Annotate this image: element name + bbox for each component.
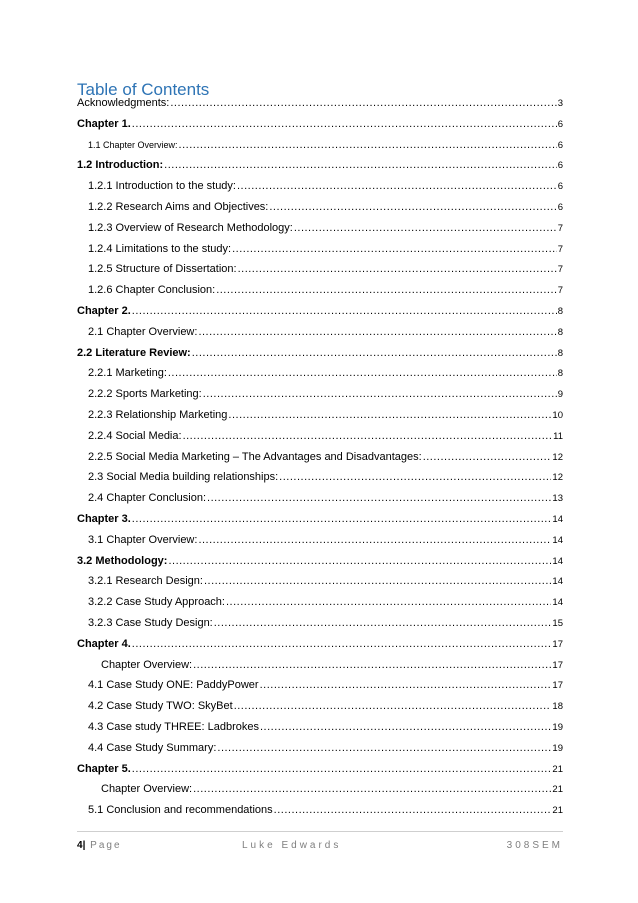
toc-entry[interactable] [77,256,563,277]
toc-entry[interactable] [77,131,563,152]
toc-leader-dots [132,638,552,651]
toc-entry-page: 14 [552,576,563,588]
toc-entry-label: Chapter 2. [77,304,131,317]
toc-entry[interactable] [77,630,563,651]
toc-entry-page: 14 [552,597,563,609]
toc-entry-page: 6 [557,201,563,213]
toc-leader-dots [192,347,557,360]
toc-leader-dots [260,679,552,692]
toc-entry[interactable] [77,422,563,443]
toc-entry-label: 2.2.4 Social Media: [88,429,182,442]
toc-entry-label: 1.2 Introduction: [77,159,164,172]
toc-entry-label: 2.3 Social Media building relationships: [88,471,279,484]
toc-entry-label: 1.2.2 Research Aims and Objectives: [88,200,269,213]
toc-entry[interactable] [77,776,563,797]
toc-leader-dots [226,596,551,609]
toc-entry[interactable] [77,401,563,422]
toc-entry[interactable] [77,318,563,339]
toc-entry-page: 15 [552,617,563,629]
toc-leader-dots [260,721,551,734]
toc-leader-dots [217,742,551,755]
toc-entry[interactable] [77,297,563,318]
toc-entry-label: Chapter 1. [77,117,131,130]
toc-entry[interactable] [77,339,563,360]
toc-entry[interactable] [77,360,563,381]
toc-entry-page: 10 [552,409,563,421]
toc-leader-dots [132,118,557,131]
toc-entry-page: 8 [557,368,563,380]
toc-entry-page: 21 [552,805,563,817]
toc-entry-page: 6 [557,139,563,151]
toc-leader-dots [170,97,556,110]
toc-entry[interactable] [77,713,563,734]
toc-leader-dots [269,201,556,214]
toc-entry[interactable] [77,526,563,547]
toc-entry-page: 19 [552,742,563,754]
toc-entry[interactable] [77,651,563,672]
footer-page-number: 4 [77,840,83,851]
toc-entry-label: 1.2.6 Chapter Conclusion: [88,284,216,297]
footer-page-word: Page [90,840,122,851]
toc-leader-dots [204,575,551,588]
toc-entry-label: 1.2.1 Introduction to the study: [88,180,236,193]
toc-entry-label: 2.1 Chapter Overview: [88,325,198,338]
toc-title: Table of Contents [77,80,210,99]
toc-entry-label: 3.2.1 Research Design: [88,575,203,588]
page-footer [77,831,563,851]
toc-entry-label: Chapter 5. [77,762,131,775]
toc-entry[interactable] [77,443,563,464]
footer-author: Luke Edwards [242,840,342,851]
toc-entry[interactable] [77,484,563,505]
toc-entry[interactable] [77,110,563,131]
toc-entry-label: Chapter 4. [77,637,131,650]
toc-leader-dots [132,763,552,776]
toc-leader-dots [232,243,557,256]
toc-list [77,96,563,817]
toc-entry-label: Chapter Overview: [101,658,193,671]
toc-leader-dots [132,513,552,526]
toc-entry-label: 4.2 Case Study TWO: SkyBet [88,700,233,713]
toc-leader-dots [207,492,551,505]
toc-leader-dots [179,139,557,152]
toc-entry-page: 6 [557,181,563,193]
toc-entry-page: 8 [557,326,563,338]
toc-entry-label: 5.1 Conclusion and recommendations [88,804,273,817]
toc-entry-label: 4.1 Case Study ONE: PaddyPower [88,679,259,692]
toc-entry-label: 2.2.3 Relationship Marketing [88,408,228,421]
toc-entry-page: 19 [552,721,563,733]
toc-entry[interactable] [77,588,563,609]
toc-leader-dots [193,783,551,796]
toc-entry-label: 4.4 Case Study Summary: [88,741,217,754]
toc-entry-page: 7 [557,222,563,234]
toc-entry-label: 4.3 Case study THREE: Ladbrokes [88,720,259,733]
toc-entry-page: 12 [552,472,563,484]
toc-leader-dots [168,367,557,380]
toc-entry-label: 2.2.1 Marketing: [88,367,167,380]
toc-entry-label: 3.2 Methodology: [77,554,168,567]
toc-entry[interactable] [77,609,563,630]
toc-entry-page: 11 [553,430,563,442]
toc-entry[interactable] [77,692,563,713]
toc-entry-page: 9 [557,389,563,401]
toc-leader-dots [237,180,557,193]
toc-leader-dots [132,305,557,318]
toc-entry-page: 3 [557,98,563,109]
toc-entry-page: 7 [557,264,563,276]
toc-entry[interactable] [77,734,563,755]
toc-entry[interactable] [77,152,563,173]
toc-leader-dots [198,534,551,547]
toc-entry[interactable] [77,96,563,110]
toc-entry[interactable] [77,193,563,214]
toc-leader-dots [203,388,557,401]
toc-entry-label: Chapter Overview: [101,783,193,796]
toc-entry-page: 21 [552,784,563,796]
toc-entry-label: 3.1 Chapter Overview: [88,533,198,546]
toc-entry-page: 8 [557,347,563,359]
toc-leader-dots [216,284,557,297]
toc-entry-page: 7 [557,285,563,297]
toc-leader-dots [228,409,551,422]
footer-page-label [77,840,122,851]
toc-entry-page: 7 [557,243,563,255]
toc-entry[interactable] [77,464,563,485]
toc-entry-page: 8 [557,305,563,317]
toc-entry[interactable] [77,276,563,297]
toc-leader-dots [214,617,552,630]
toc-leader-dots [234,700,552,713]
toc-entry[interactable] [77,672,563,693]
toc-leader-dots [238,263,557,276]
toc-entry[interactable] [77,380,563,401]
toc-entry[interactable] [77,755,563,776]
toc-entry-page: 17 [552,680,563,692]
toc-leader-dots [294,222,557,235]
toc-entry-page: 14 [552,555,563,567]
toc-entry[interactable] [77,796,563,817]
toc-leader-dots [193,659,551,672]
toc-leader-dots [274,804,552,817]
toc-leader-dots [183,430,553,443]
toc-entry-page: 14 [552,513,563,525]
toc-entry-label: Chapter 3. [77,512,131,525]
toc-entry-label: 1.1 Chapter Overview: [88,139,178,150]
toc-entry-label: 2.4 Chapter Conclusion: [88,492,207,505]
toc-entry-page: 21 [552,763,563,775]
toc-entry-page: 17 [552,638,563,650]
toc-entry-label: 3.2.3 Case Study Design: [88,616,213,629]
toc-entry-page: 14 [552,534,563,546]
toc-entry-page: 18 [552,701,563,713]
toc-entry-label: Acknowledgments: [77,97,170,109]
toc-leader-dots [279,471,551,484]
toc-entry-label: 2.2.5 Social Media Marketing – The Advantages and Disadvantages: [88,450,422,463]
toc-entry-label: 1.2.5 Structure of Dissertation: [88,263,237,276]
toc-entry[interactable] [77,568,563,589]
footer-module: 308SEM [506,840,563,851]
toc-leader-dots [164,159,557,172]
toc-entry-page: 6 [557,160,563,172]
toc-entry-label: 3.2.2 Case Study Approach: [88,596,225,609]
toc-entry-label: 1.2.4 Limitations to the study: [88,242,232,255]
toc-entry-page: 12 [552,451,563,463]
toc-entry[interactable] [77,505,563,526]
toc-entry[interactable] [77,547,563,568]
toc-entry-label: 2.2.2 Sports Marketing: [88,388,202,401]
toc-entry[interactable] [77,235,563,256]
toc-entry-label: 2.2 Literature Review: [77,346,191,359]
toc-entry-page: 13 [552,493,563,505]
footer-separator: | [82,840,86,851]
toc-leader-dots [168,555,551,568]
toc-leader-dots [423,451,552,464]
toc-entry-page: 6 [557,118,563,130]
toc-entry[interactable] [77,172,563,193]
toc-leader-dots [198,326,556,339]
toc-entry-page: 17 [552,659,563,671]
toc-entry[interactable] [77,214,563,235]
toc-entry-label: 1.2.3 Overview of Research Methodology: [88,221,293,234]
